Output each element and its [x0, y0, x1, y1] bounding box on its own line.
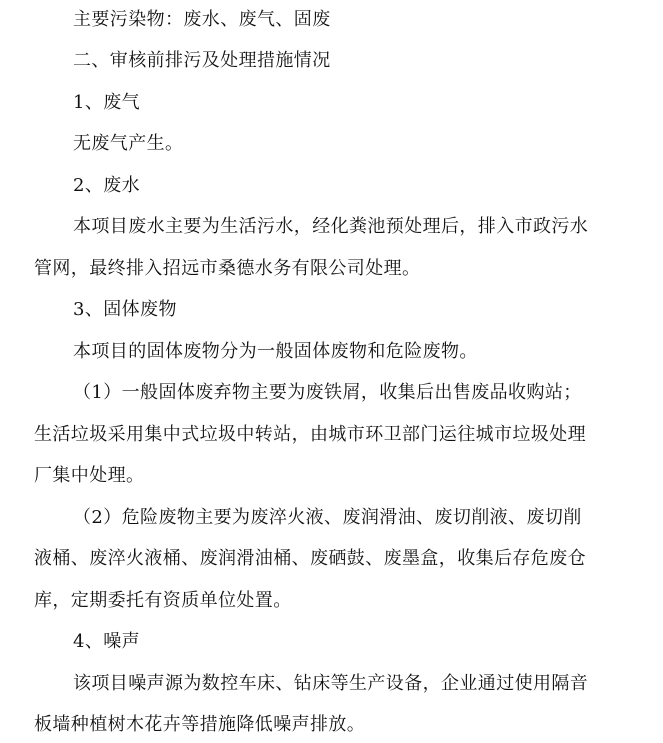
subheading-solid-waste: 3、固体废物	[73, 299, 177, 320]
general-waste-line-1: （1）一般固体废弃物主要为废铁屑，收集后出售废品收购站；	[73, 382, 582, 403]
hazardous-waste-line-1: （2）危险废物主要为废淬火液、废润滑油、废切削液、废切削	[73, 507, 582, 528]
subheading-wastewater: 2、废水	[73, 175, 141, 196]
general-waste-line-3: 厂集中处理。	[34, 465, 145, 486]
wastewater-text-line-2: 管网，最终排入招远市桑德水务有限公司处理。	[34, 258, 421, 279]
noise-text-line-1: 该项目噪声源为数控车床、钻床等生产设备，企业通过使用隔音	[73, 673, 589, 694]
solid-waste-text: 本项目的固体废物分为一般固体废物和危险废物。	[73, 341, 478, 362]
exhaust-gas-text: 无废气产生。	[73, 133, 184, 154]
subheading-exhaust-gas: 1、废气	[73, 92, 141, 113]
hazardous-waste-line-3: 库，定期委托有资质单位处置。	[34, 590, 292, 611]
noise-text-line-2: 板墙种植树木花卉等措施降低噪声排放。	[34, 714, 366, 735]
subheading-noise: 4、噪声	[73, 631, 141, 652]
pollutants-line: 主要污染物：废水、废气、固废	[73, 9, 331, 30]
general-waste-line-2: 生活垃圾采用集中式垃圾中转站，由城市环卫部门运往城市垃圾处理	[34, 424, 586, 445]
hazardous-waste-line-2: 液桶、废淬火液桶、废润滑油桶、废硒鼓、废墨盒，收集后存危废仓	[34, 548, 586, 569]
section-heading-2: 二、审核前排污及处理措施情况	[73, 50, 331, 71]
wastewater-text-line-1: 本项目废水主要为生活污水，经化粪池预处理后，排入市政污水	[73, 216, 589, 237]
